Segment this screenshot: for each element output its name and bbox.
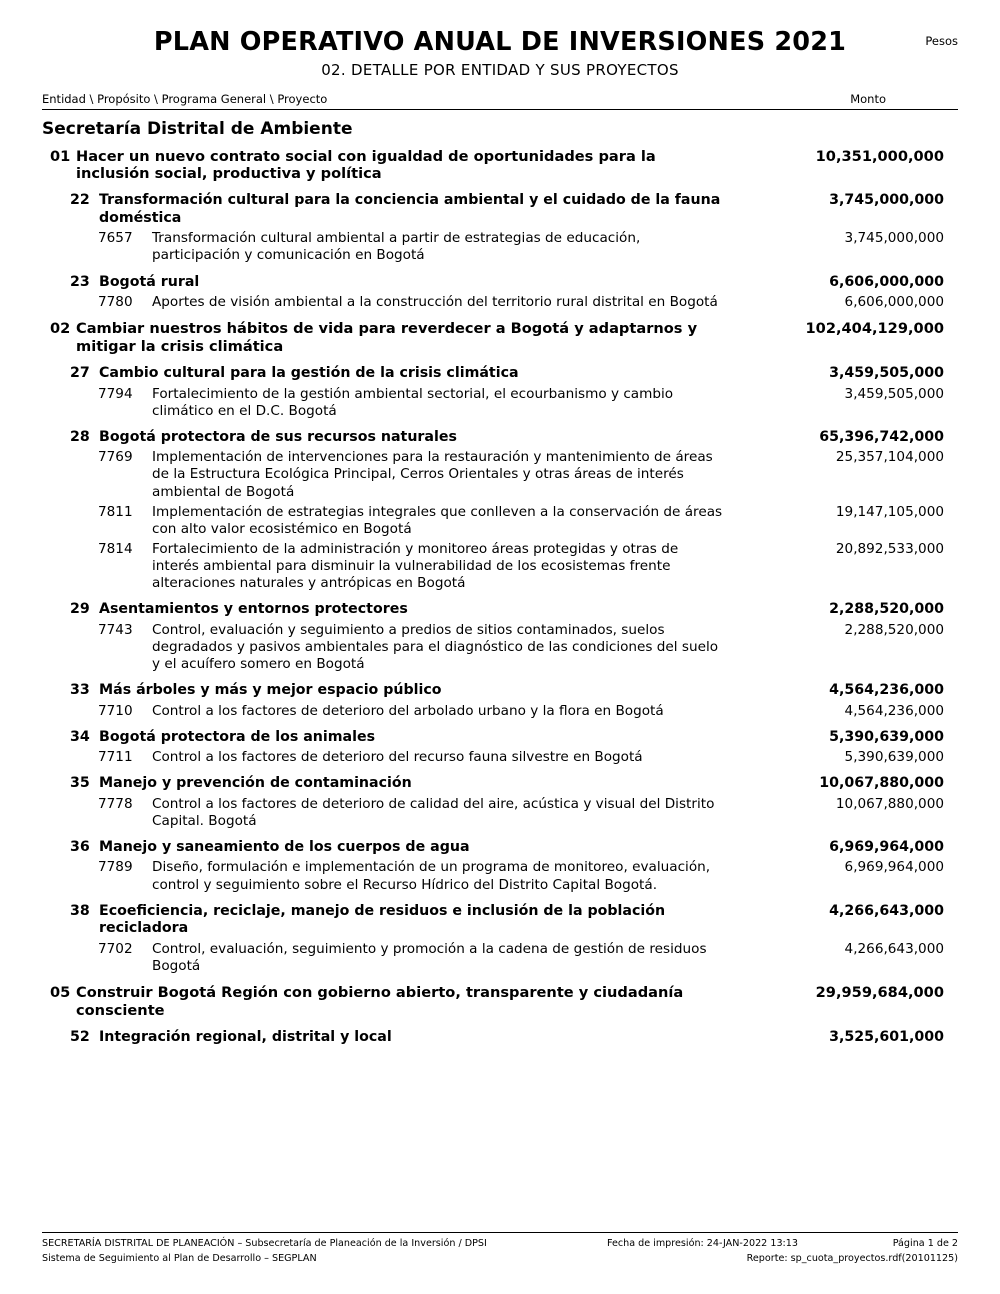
row-code: 36 [70, 839, 90, 856]
report-row-programa [42, 1029, 958, 1046]
row-code: 22 [70, 192, 90, 209]
report-row-proyecto [42, 941, 958, 975]
report-row-proyecto [42, 703, 958, 720]
row-amount: 19,147,105,000 [835, 503, 944, 520]
row-text: Transformación cultural para la conciencia ambiental y el cuidado de la fauna doméstica [99, 192, 721, 226]
row-text: Fortalecimiento de la gestión ambiental sectorial, el ecourbanismo y cambio climático en el D.C. Bogotá [152, 385, 674, 419]
row-code: 02 [50, 320, 71, 338]
row-code: 7794 [98, 385, 133, 402]
row-text: Implementación de intervenciones para la restauración y mantenimiento de áreas de la Estructura Ecológica Principal, Cerros Orientales y otras áreas de interés ambiental de Bogotá [152, 449, 713, 500]
row-text: Implementación de estrategias integrales que conlleven a la conservación de áreas con alto valor ecosistémico en Bogotá [152, 503, 723, 537]
report-row-proyecto [42, 796, 958, 830]
row-label-wrap [42, 429, 724, 446]
row-label-wrap [42, 148, 710, 184]
document-header [42, 28, 958, 79]
row-code: 7710 [98, 702, 133, 719]
report-row-programa [42, 775, 958, 792]
row-label-wrap [42, 541, 724, 592]
report-body [42, 119, 958, 1047]
row-amount: 6,606,000,000 [844, 294, 944, 311]
row-amount: 10,067,880,000 [819, 775, 944, 792]
row-label-wrap [42, 984, 710, 1020]
footer-page-number: Página 1 de 2 [892, 1238, 958, 1250]
row-label-wrap [42, 294, 724, 311]
row-label-wrap [42, 941, 724, 975]
row-amount: 3,459,505,000 [829, 365, 944, 382]
row-code: 7657 [98, 230, 133, 247]
report-rows [42, 148, 958, 1047]
row-label-wrap [42, 504, 724, 538]
row-amount: 6,606,000,000 [829, 273, 944, 290]
row-label-wrap [42, 859, 724, 893]
row-text: Manejo y prevención de contaminación [99, 775, 412, 792]
report-row-proposito [42, 984, 958, 1020]
report-row-programa [42, 274, 958, 291]
row-label-wrap [42, 386, 724, 420]
footer-report-id: Reporte: sp_cuota_proyectos.rdf(20101125) [746, 1252, 958, 1264]
row-text: Construir Bogotá Región con gobierno abierto, transparente y ciudadanía consciente [76, 983, 684, 1019]
row-label-wrap [42, 601, 724, 618]
footer-line-2 [42, 1252, 958, 1266]
footer-line-1 [42, 1237, 958, 1251]
row-text: Control a los factores de deterioro del arbolado urbano y la flora en Bogotá [152, 702, 664, 719]
row-code: 7711 [98, 749, 133, 766]
row-label-wrap [42, 274, 724, 291]
report-row-proposito [42, 320, 958, 356]
footer-agency: SECRETARÍA DISTRITAL DE PLANEACIÓN – Subsecretaría de Planeación de la Inversión / DPSI [42, 1238, 487, 1250]
report-row-proposito [42, 148, 958, 184]
row-code: 01 [50, 147, 71, 165]
row-amount: 4,564,236,000 [829, 682, 944, 699]
row-text: Fortalecimiento de la administración y monitoreo áreas protegidas y otras de interés ambiental para disminuir la vulnerabilidad de los ecosistemas frente alteraciones naturales y antrópicas en Bogotá [152, 540, 679, 592]
row-text: Bogotá rural [99, 273, 200, 290]
row-text: Más árboles y más y mejor espacio público [99, 682, 442, 699]
report-row-programa [42, 839, 958, 856]
row-label-wrap [42, 729, 724, 746]
row-label-wrap [42, 775, 724, 792]
row-text: Control a los factores de deterioro de calidad del aire, acústica y visual del Distrito Capital. Bogotá [152, 795, 715, 829]
row-text: Manejo y saneamiento de los cuerpos de agua [99, 839, 470, 856]
row-code: 29 [70, 601, 90, 618]
footer-divider [42, 1232, 958, 1233]
row-text: Cambiar nuestros hábitos de vida para reverdecer a Bogotá y adaptarnos y mitigar la crisis climática [76, 320, 698, 356]
row-amount: 20,892,533,000 [835, 540, 944, 557]
row-code: 27 [70, 365, 90, 382]
report-row-programa [42, 682, 958, 699]
column-header-left: Entidad \ Propósito \ Programa General \ Proyecto [42, 91, 328, 106]
row-text: Aportes de visión ambiental a la construcción del territorio rural distrital en Bogotá [152, 294, 718, 311]
row-label-wrap [42, 682, 724, 699]
row-text: Diseño, formulación e implementación de un programa de monitoreo, evaluación, control y seguimiento sobre el Recurso Hídrico del Distrito Capital Bogotá. [152, 859, 711, 893]
row-amount: 10,067,880,000 [835, 795, 944, 812]
row-code: 7778 [98, 795, 133, 812]
row-code: 7780 [98, 294, 133, 311]
row-amount: 5,390,639,000 [829, 728, 944, 745]
row-code: 7811 [98, 503, 133, 520]
report-row-proyecto [42, 230, 958, 264]
row-label-wrap [42, 192, 724, 227]
row-amount: 10,351,000,000 [815, 147, 944, 165]
row-text: Hacer un nuevo contrato social con igualdad de oportunidades para la inclusión social, productiva y política [76, 147, 656, 183]
row-label-wrap [42, 365, 724, 382]
row-label-wrap [42, 449, 724, 500]
page-subtitle: 02. DETALLE POR ENTIDAD Y SUS PROYECTOS [321, 60, 679, 79]
row-code: 33 [70, 682, 90, 699]
row-code: 7789 [98, 859, 133, 876]
report-row-programa [42, 429, 958, 446]
row-amount: 2,288,520,000 [844, 621, 944, 638]
row-code: 7814 [98, 540, 133, 557]
report-row-proyecto [42, 294, 958, 311]
report-row-proyecto [42, 386, 958, 420]
row-label-wrap [42, 796, 724, 830]
row-code: 7743 [98, 621, 133, 638]
row-amount: 3,745,000,000 [829, 192, 944, 209]
column-headers [42, 92, 958, 109]
row-amount: 25,357,104,000 [835, 449, 944, 466]
report-row-proyecto [42, 859, 958, 893]
report-row-proyecto [42, 504, 958, 538]
row-label-wrap [42, 703, 724, 720]
report-row-proyecto [42, 749, 958, 766]
row-amount: 3,745,000,000 [844, 230, 944, 247]
row-label-wrap [42, 1029, 724, 1046]
report-row-programa [42, 192, 958, 227]
report-row-proyecto [42, 541, 958, 592]
document-footer [42, 1232, 958, 1266]
row-code: 52 [70, 1028, 90, 1045]
row-text: Bogotá protectora de sus recursos naturales [99, 428, 457, 445]
entity-name: Secretaría Distrital de Ambiente [42, 118, 353, 139]
row-code: 23 [70, 273, 90, 290]
row-label-wrap [42, 230, 724, 264]
column-header-right: Monto [850, 91, 886, 106]
row-text: Control, evaluación y seguimiento a predios de sitios contaminados, suelos degradados y pasivos ambientales para el diagnóstico de las condiciones del suelo y el acuífero somero en Bogotá [152, 621, 719, 672]
row-text: Control a los factores de deterioro del recurso fauna silvestre en Bogotá [152, 749, 643, 766]
report-row-programa [42, 729, 958, 746]
row-code: 7769 [98, 449, 133, 466]
row-amount: 29,959,684,000 [815, 983, 944, 1001]
row-code: 35 [70, 775, 90, 792]
row-amount: 6,969,964,000 [844, 859, 944, 876]
report-row-programa [42, 601, 958, 618]
row-label-wrap [42, 839, 724, 856]
row-label-wrap [42, 749, 724, 766]
row-text: Bogotá protectora de los animales [99, 728, 376, 745]
row-amount: 4,266,643,000 [844, 940, 944, 957]
row-text: Transformación cultural ambiental a partir de estrategias de educación, participación y comunicación en Bogotá [152, 230, 641, 264]
report-row-proyecto [42, 449, 958, 500]
row-code: 34 [70, 728, 90, 745]
page-title: PLAN OPERATIVO ANUAL DE INVERSIONES 2021 [153, 27, 847, 57]
row-amount: 3,525,601,000 [829, 1028, 944, 1045]
row-amount: 4,564,236,000 [844, 702, 944, 719]
row-code: 28 [70, 428, 90, 445]
row-amount: 6,969,964,000 [829, 839, 944, 856]
row-label-wrap [42, 903, 724, 938]
row-text: Asentamientos y entornos protectores [99, 601, 408, 618]
report-row-programa [42, 365, 958, 382]
row-label-wrap [42, 320, 710, 356]
row-code: 05 [50, 983, 71, 1001]
currency-label: Pesos [925, 34, 958, 48]
header-divider [42, 109, 958, 110]
row-amount: 4,266,643,000 [829, 902, 944, 919]
row-amount: 3,459,505,000 [844, 385, 944, 402]
row-text: Control, evaluación, seguimiento y promoción a la cadena de gestión de residuos Bogotá [152, 940, 707, 974]
row-label-wrap [42, 622, 724, 673]
row-amount: 102,404,129,000 [805, 320, 944, 338]
footer-print-date: Fecha de impresión: 24-JAN-2022 13:13 [606, 1238, 798, 1250]
row-amount: 2,288,520,000 [829, 601, 944, 618]
row-amount: 5,390,639,000 [844, 749, 944, 766]
row-text: Cambio cultural para la gestión de la crisis climática [99, 365, 519, 382]
row-amount: 65,396,742,000 [819, 428, 944, 445]
row-text: Integración regional, distrital y local [99, 1028, 392, 1045]
report-row-programa [42, 903, 958, 938]
row-text: Ecoeficiencia, reciclaje, manejo de residuos e inclusión de la población recicladora [99, 902, 666, 937]
report-row-proyecto [42, 622, 958, 673]
row-code: 7702 [98, 940, 133, 957]
row-code: 38 [70, 902, 90, 919]
footer-system: Sistema de Seguimiento al Plan de Desarrollo – SEGPLAN [42, 1252, 317, 1264]
